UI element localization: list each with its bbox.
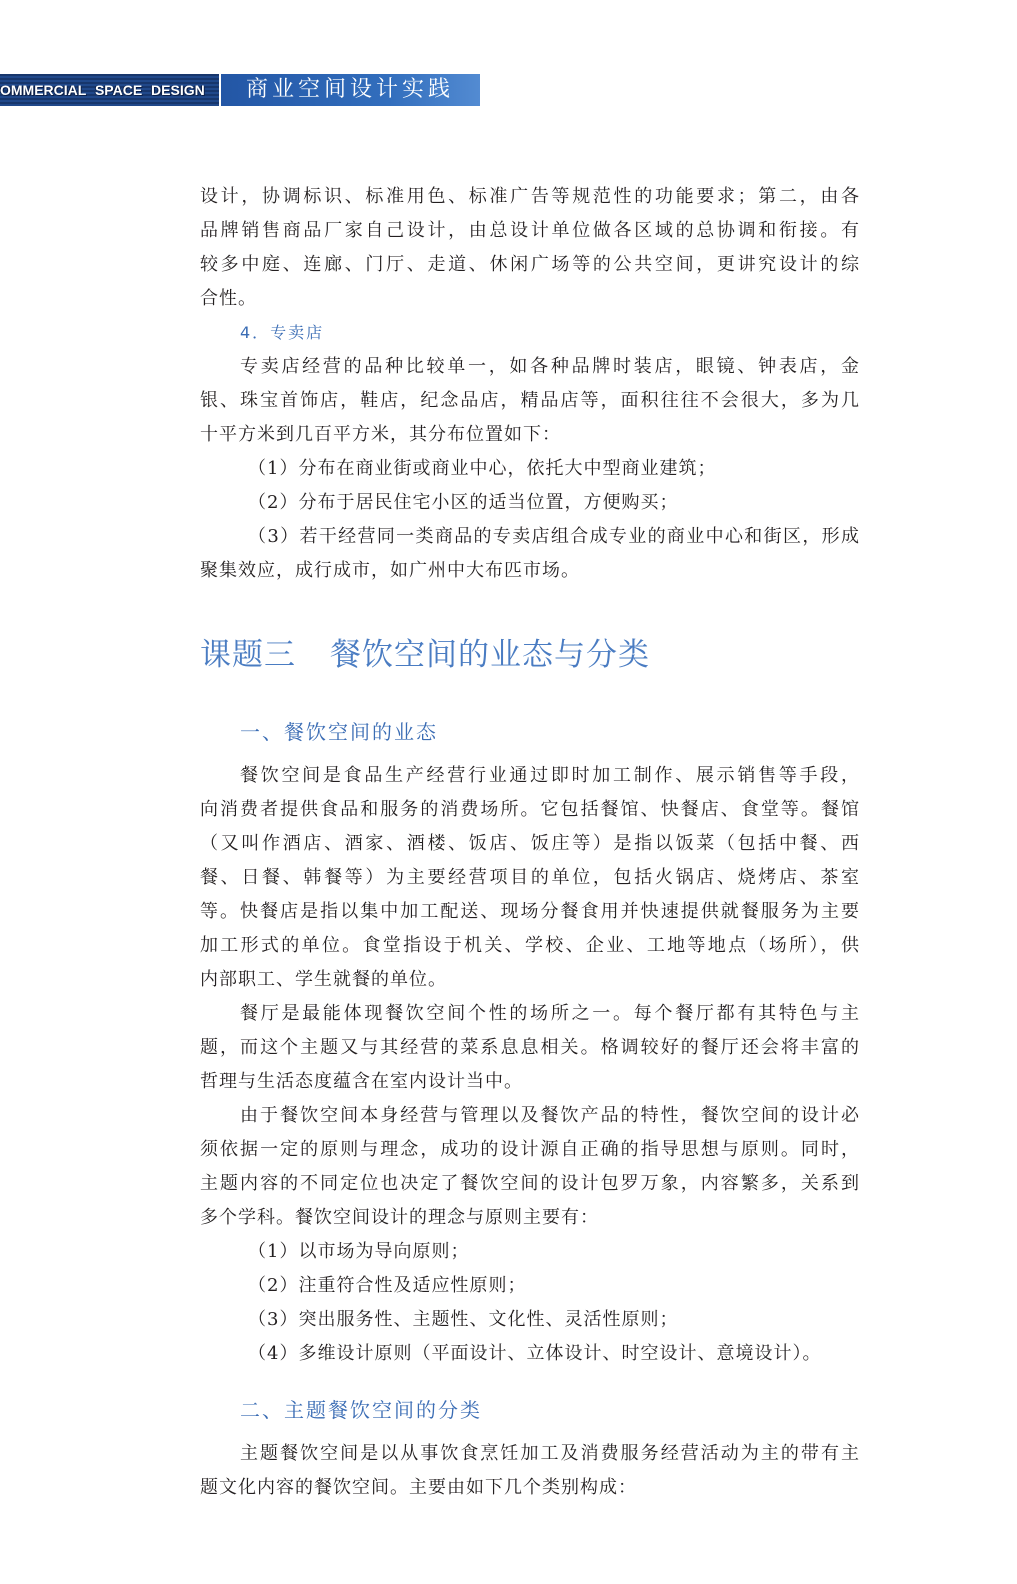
section-1-block [200,759,860,1371]
paragraph-line: 多个学科。餐饮空间设计的理念与原则主要有： [200,1207,599,1228]
chapter-title: 餐饮空间的业态与分类 [330,637,650,673]
list-item-line: （1）分布在商业街或商业中心，依托大中型商业建筑； [248,458,717,479]
paragraph-line: 主题餐饮空间是以从事饮食烹饪加工及消费服务经营活动为主的带有主 [240,1443,860,1464]
paragraph-line: 内部职工、学生就餐的单位。 [200,969,447,990]
paragraph-line: 设计，协调标识、标准用色、标准广告等规范性的功能要求；第二，由各 [200,186,860,207]
paragraph-line: 加工形式的单位。食堂指设于机关、学校、企业、工地等地点（场所），供 [200,935,860,956]
header-english-title: OMMERCIAL SPACE DESIGN [0,82,205,98]
chapter-number: 课题三 [200,637,296,673]
paragraph-line: 餐、日餐、韩餐等）为主要经营项目的单位，包括火锅店、烧烤店、茶室 [200,867,860,888]
paragraph-line: 品牌销售商品厂家自己设计，由总设计单位做各区域的总协调和衔接。有 [200,220,860,241]
list-item-line: （4）多维设计原则（平面设计、立体设计、时空设计、意境设计）。 [248,1343,822,1364]
paragraph-line: 较多中庭、连廊、门厅、走道、休闲广场等的公共空间，更讲究设计的综 [200,254,860,275]
paragraph-line: 由于餐饮空间本身经营与管理以及餐饮产品的特性，餐饮空间的设计必 [240,1105,860,1126]
paragraph-line: 题文化内容的餐饮空间。主要由如下几个类别构成： [200,1477,637,1498]
list-item-line: （2）分布于居民住宅小区的适当位置，方便购买； [248,492,679,513]
list-item-line: （3）突出服务性、主题性、文化性、灵活性原则； [248,1309,679,1330]
subheading: 4．专卖店 [240,323,325,342]
chapter-heading [200,633,650,677]
section-heading: 二、主题餐饮空间的分类 [240,1398,482,1422]
paragraph-line: 专卖店经营的品种比较单一，如各种品牌时装店，眼镜、钟表店，金 [240,356,860,377]
paragraph-line: 十平方米到几百平方米，其分布位置如下： [200,424,561,445]
list-item-line: （2）注重符合性及适应性原则； [248,1275,527,1296]
list-item-line: （1）以市场为导向原则； [248,1241,470,1262]
section-heading: 一、餐饮空间的业态 [240,720,438,744]
paragraph-line: 哲理与生活态度蕴含在室内设计当中。 [200,1071,523,1092]
paragraph-line: 餐饮空间是食品生产经营行业通过即时加工制作、展示销售等手段， [240,765,860,786]
paragraph-line: 主题内容的不同定位也决定了餐饮空间的设计包罗万象，内容繁多，关系到 [200,1173,860,1194]
paragraph-line: 题，而这个主题又与其经营的菜系息息相关。格调较好的餐厅还会将丰富的 [200,1037,860,1058]
paragraph-line: 向消费者提供食品和服务的消费场所。它包括餐馆、快餐店、食堂等。餐馆 [200,799,860,820]
paragraph-line: （又叫作酒店、酒家、酒楼、饭店、饭庄等）是指以饭菜（包括中餐、西 [200,833,860,854]
section-2-block [200,1437,860,1505]
intro-block [200,180,860,588]
header-banner [0,74,480,106]
paragraph-line: 餐厅是最能体现餐饮空间个性的场所之一。每个餐厅都有其特色与主 [240,1003,860,1024]
list-item-line: （3）若干经营同一类商品的专卖店组合成专业的商业中心和街区，形成 [248,526,860,547]
header-divider [219,77,221,103]
paragraph-line: 银、珠宝首饰店，鞋店，纪念品店，精品店等，面积往往不会很大，多为几 [200,390,860,411]
paragraph-line: 合性。 [200,288,257,309]
paragraph-line: 等。快餐店是指以集中加工配送、现场分餐食用并快速提供就餐服务为主要 [200,901,860,922]
list-item-line: 聚集效应，成行成市，如广州中大布匹市场。 [200,560,580,581]
header-chinese-title: 商业空间设计实践 [246,77,455,102]
paragraph-line: 须依据一定的原则与理念，成功的设计源自正确的指导思想与原则。同时， [200,1139,860,1160]
